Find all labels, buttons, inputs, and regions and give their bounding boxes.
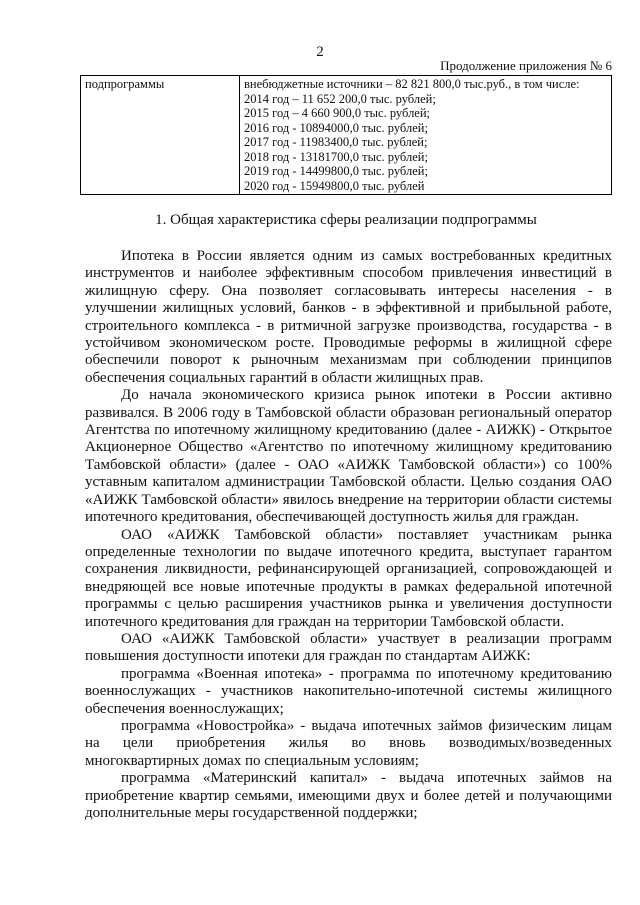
paragraph: ОАО «АИЖК Тамбовской области» участвует в реализации программ повышения доступности ипотеки для граждан по стандартам АИЖК: [85,630,612,665]
table-label-cell: подпрограммы [81,76,240,195]
funding-line: 2019 год - 14499800,0 тыс. рублей; [244,164,428,178]
list-item: программа «Военная ипотека» - программа по ипотечному кредитованию военнослужащих - участников накопительно-ипотечной системы жилищного обеспечения военнослужащих; [85,665,612,717]
funding-line: 2016 год - 10894000,0 тыс. рублей; [244,120,428,135]
funding-line: 2014 год – 11 652 200,0 тыс. рублей; [244,91,436,106]
funding-line: внебюджетные источники – 82 821 800,0 тыс.руб., в том числе: [244,77,580,91]
paragraph: До начала экономического кризиса рынок ипотеки в России активно развивался. В 2006 году в Тамбовской области образован региональный оператор Агентства по ипотечному жилищному кредитованию (далее - АИЖК) - Открытое Акционерное Общество «Агентство по ипотечному жилищному кредитованию Тамбовской области» (далее - ОАО «АИЖК Тамбовской области») со 100% уставным капиталом администрации Тамбовской области. Целью создания ОАО «АИЖК Тамбовской области» явилось внедрение на территории области системы ипотечного кредитования, обеспечивающей доступность жилья для граждан. [85,387,612,526]
funding-line: 2018 год - 13181700,0 тыс. рублей; [244,149,428,164]
list-item: программа «Новостройка» - выдача ипотечных займов физическим лицам на цели приобретения жилья во вновь возводимых/возведенных многоквартирных домах по специальным условиям; [85,717,612,769]
page-number: 2 [316,44,324,60]
funding-line: 2015 год – 4 660 900,0 тыс. рублей; [244,106,431,120]
funding-line: 2017 год - 11983400,0 тыс. рублей; [244,135,428,149]
paragraph: Ипотека в России является одним из самых востребованных кредитных инструментов и наиболее эффективным способом привлечения инвестиций в жилищную сферу. Она позволяет согласовывать интересы населения - в улучшении жилищных условий, банков - в эффективной и прибыльной работе, строительного комплекса - в ритмичной загрузке производства, государства - в устойчивом экономическом росте. Проводимые реформы в жилищной сфере обеспечили поворот к рыночным механизмам при соблюдении принципов обеспечения социальных гарантий в области жилищных прав. [85,248,612,386]
table-value-cell [240,76,612,195]
appendix-note: Продолжение приложения № 6 [440,58,612,73]
body-text [85,248,612,822]
funding-line: 2020 год - 15949800,0 тыс. рублей [244,178,425,193]
list-item: программа «Материнский капитал» - выдача ипотечных займов на приобретение квартир семьями, имеющими двух и более детей и получающими дополнительные меры государственной поддержки; [85,770,612,821]
table-row [81,76,612,195]
funding-table [80,75,612,195]
paragraph: ОАО «АИЖК Тамбовской области» поставляет участникам рынка определенные технологии по выдаче ипотечного кредита, выступает гарантом сохранения ликвидности, рефинансирующей организацией, сопровождающей и внедряющей все новые ипотечные продукты в рамках федеральной ипотечной программы с целью расширения участников рынка и увеличения доступности ипотечного кредитования для граждан на территории Тамбовской области. [85,526,612,630]
section-title: 1. Общая характеристика сферы реализации подпрограммы [155,212,537,228]
